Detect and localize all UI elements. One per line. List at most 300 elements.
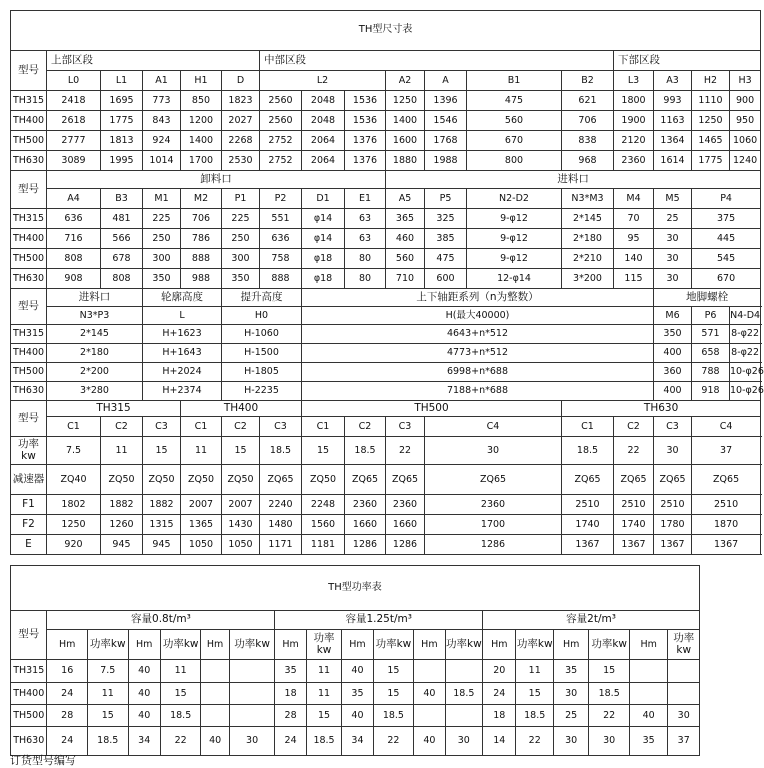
row-label-cell: E — [11, 535, 47, 555]
data-cell: 40 — [342, 705, 373, 727]
model-cell: TH630 — [11, 382, 47, 401]
table-row — [11, 131, 761, 151]
data-cell: φ14 — [302, 229, 345, 249]
column-header: L1 — [101, 71, 143, 91]
data-cell: 10-φ26 — [730, 363, 761, 382]
column-header: L0 — [47, 71, 101, 91]
group-row — [11, 611, 700, 630]
model-header: 型号 — [11, 51, 47, 91]
data-cell: 1365 — [181, 515, 222, 535]
data-cell: 2*145 — [562, 209, 614, 229]
group-header: 进料口 — [386, 171, 761, 189]
data-cell: 6998+n*688 — [302, 363, 654, 382]
data-cell: 678 — [101, 249, 143, 269]
data-cell: 1181 — [302, 535, 345, 555]
table-row — [11, 465, 761, 495]
group-header: 提升高度 — [222, 289, 302, 307]
data-cell: ZQ50 — [101, 465, 143, 495]
data-cell: 15 — [373, 660, 414, 683]
data-cell: 15 — [222, 437, 260, 465]
data-cell: 2752 — [260, 131, 302, 151]
column-header: C1 — [302, 417, 345, 437]
data-cell: 2240 — [260, 495, 302, 515]
data-cell: 670 — [467, 131, 562, 151]
data-cell: 1396 — [425, 91, 467, 111]
data-cell: 1171 — [260, 535, 302, 555]
data-cell: 18.5 — [562, 437, 614, 465]
data-cell: 636 — [47, 209, 101, 229]
data-cell: H+2024 — [143, 363, 222, 382]
model-header: 型号 — [11, 401, 47, 437]
column-header: M2 — [181, 189, 222, 209]
data-cell: 35 — [342, 683, 373, 705]
data-cell: 788 — [692, 363, 730, 382]
hm-header: Hm — [342, 630, 373, 660]
data-cell: 18.5 — [345, 437, 386, 465]
data-cell: 2027 — [222, 111, 260, 131]
data-cell: 560 — [467, 111, 562, 131]
group-header: 容量2t/m³ — [483, 611, 700, 630]
data-cell: 1367 — [614, 535, 654, 555]
data-cell: 2418 — [47, 91, 101, 111]
data-cell: 600 — [425, 269, 467, 289]
data-cell: ZQ65 — [345, 465, 386, 495]
model-header: 型号 — [11, 171, 47, 209]
group-row — [11, 171, 761, 189]
model-cell: TH400 — [11, 111, 47, 131]
data-cell: 30 — [425, 437, 562, 465]
table-row — [11, 325, 761, 344]
power-header: 功率kw — [87, 630, 128, 660]
data-cell: 551 — [260, 209, 302, 229]
data-cell: 30 — [589, 727, 630, 756]
data-cell: 1800 — [614, 91, 654, 111]
data-cell: 571 — [692, 325, 730, 344]
data-cell: 40 — [414, 727, 445, 756]
data-cell: 350 — [222, 269, 260, 289]
data-cell: 10-φ26 — [730, 382, 761, 401]
data-cell: 24 — [47, 727, 88, 756]
hm-header: Hm — [128, 630, 160, 660]
column-header: C3 — [386, 417, 425, 437]
group-header: 卸料口 — [47, 171, 386, 189]
data-cell: 1315 — [143, 515, 181, 535]
data-cell: 35 — [629, 727, 668, 756]
data-cell: 2560 — [260, 111, 302, 131]
data-cell: 24 — [483, 683, 516, 705]
group-header: 进料口 — [47, 289, 143, 307]
data-cell: 2048 — [302, 91, 345, 111]
data-cell: 1700 — [425, 515, 562, 535]
data-cell: ZQ40 — [47, 465, 101, 495]
data-cell: 1546 — [425, 111, 467, 131]
column-header: H(最大40000) — [302, 307, 654, 325]
data-cell: 24 — [47, 683, 88, 705]
data-cell: 900 — [730, 91, 761, 111]
data-cell: 18.5 — [589, 683, 630, 705]
data-cell: 1250 — [386, 91, 425, 111]
data-cell: 30 — [553, 727, 588, 756]
data-cell: H-1500 — [222, 344, 302, 363]
data-cell: 40 — [414, 683, 445, 705]
data-cell: 2007 — [222, 495, 260, 515]
data-cell: 445 — [692, 229, 761, 249]
data-cell: 25 — [553, 705, 588, 727]
data-cell: 1050 — [181, 535, 222, 555]
column-header: C1 — [562, 417, 614, 437]
data-cell: 1286 — [345, 535, 386, 555]
data-cell — [445, 705, 482, 727]
group-header: 容量1.25t/m³ — [275, 611, 483, 630]
table-row — [11, 683, 700, 705]
model-cell: TH400 — [11, 683, 47, 705]
column-header: A3 — [654, 71, 692, 91]
column-header: C2 — [222, 417, 260, 437]
data-cell: 3*200 — [562, 269, 614, 289]
data-cell: 15 — [306, 705, 341, 727]
data-cell — [229, 705, 275, 727]
column-header: H2 — [692, 71, 730, 91]
data-cell — [668, 683, 700, 705]
data-cell: 225 — [222, 209, 260, 229]
data-cell: 1995 — [101, 151, 143, 171]
power-header: 功率kw — [589, 630, 630, 660]
data-cell: 225 — [143, 209, 181, 229]
data-cell: 1536 — [345, 111, 386, 131]
data-cell — [445, 660, 482, 683]
data-cell: 888 — [260, 269, 302, 289]
data-cell: 11 — [306, 683, 341, 705]
data-cell: 1400 — [386, 111, 425, 131]
data-cell: 18 — [275, 683, 306, 705]
data-cell: 1250 — [47, 515, 101, 535]
data-cell: 40 — [128, 660, 160, 683]
data-cell: 30 — [229, 727, 275, 756]
data-cell: 786 — [181, 229, 222, 249]
data-cell: 8-φ22 — [730, 344, 761, 363]
data-cell: 1110 — [692, 91, 730, 111]
data-cell: 1260 — [101, 515, 143, 535]
data-cell: 30 — [445, 727, 482, 756]
data-cell: 1600 — [386, 131, 425, 151]
column-header: L — [143, 307, 222, 325]
data-cell: 758 — [260, 249, 302, 269]
data-cell: 481 — [101, 209, 143, 229]
table-row — [11, 705, 700, 727]
data-cell: 15 — [373, 683, 414, 705]
data-cell — [629, 683, 668, 705]
group-header: TH315 — [47, 401, 181, 417]
data-cell: 843 — [143, 111, 181, 131]
data-cell: 1740 — [614, 515, 654, 535]
column-header: C3 — [143, 417, 181, 437]
data-cell: 2007 — [181, 495, 222, 515]
data-cell: 2618 — [47, 111, 101, 131]
data-cell: 15 — [143, 437, 181, 465]
data-cell: 22 — [589, 705, 630, 727]
model-cell: TH400 — [11, 229, 47, 249]
model-cell: TH500 — [11, 249, 47, 269]
column-header: M6 — [654, 307, 692, 325]
data-cell: 7.5 — [87, 660, 128, 683]
data-cell: 22 — [373, 727, 414, 756]
data-cell: H+1643 — [143, 344, 222, 363]
data-cell: 15 — [160, 683, 201, 705]
data-cell: 1465 — [692, 131, 730, 151]
column-header: L3 — [614, 71, 654, 91]
dimension-table — [10, 10, 764, 555]
data-cell: 1050 — [222, 535, 260, 555]
data-cell: H-1805 — [222, 363, 302, 382]
power-header: 功率kw — [373, 630, 414, 660]
power-table-title: TH型功率表 — [11, 566, 700, 611]
data-cell: 1367 — [692, 535, 761, 555]
data-cell: ZQ50 — [143, 465, 181, 495]
data-cell: 30 — [553, 683, 588, 705]
column-header: E1 — [345, 189, 386, 209]
data-cell: 18.5 — [445, 683, 482, 705]
data-cell: 250 — [222, 229, 260, 249]
title-row — [11, 566, 700, 611]
data-cell: 2048 — [302, 111, 345, 131]
table-row — [11, 111, 761, 131]
power-header: 功率kw — [229, 630, 275, 660]
model-cell: TH500 — [11, 363, 47, 382]
data-cell: ZQ65 — [614, 465, 654, 495]
data-cell: 20 — [483, 660, 516, 683]
data-cell: 1364 — [654, 131, 692, 151]
data-cell — [229, 660, 275, 683]
data-cell: 706 — [181, 209, 222, 229]
data-cell: 988 — [181, 269, 222, 289]
data-cell: 2*180 — [562, 229, 614, 249]
data-cell: 1882 — [143, 495, 181, 515]
data-cell: 2*145 — [47, 325, 143, 344]
data-cell: 1286 — [386, 535, 425, 555]
data-cell: 1660 — [386, 515, 425, 535]
column-header: C4 — [425, 417, 562, 437]
data-cell: ZQ65 — [425, 465, 562, 495]
data-cell: 350 — [143, 269, 181, 289]
model-cell: TH315 — [11, 209, 47, 229]
data-cell: 9-φ12 — [467, 229, 562, 249]
data-cell: 545 — [692, 249, 761, 269]
column-header: C2 — [345, 417, 386, 437]
group-header: TH630 — [562, 401, 761, 417]
table-row — [11, 727, 700, 756]
data-cell: 1014 — [143, 151, 181, 171]
data-cell: 2268 — [222, 131, 260, 151]
column-header: P2 — [260, 189, 302, 209]
column-header: H1 — [181, 71, 222, 91]
data-cell: 1536 — [345, 91, 386, 111]
hm-header: Hm — [275, 630, 306, 660]
data-cell: 475 — [467, 91, 562, 111]
column-header: C2 — [101, 417, 143, 437]
data-cell: φ14 — [302, 209, 345, 229]
column-header: M5 — [654, 189, 692, 209]
column-header: M4 — [614, 189, 654, 209]
data-cell: 34 — [342, 727, 373, 756]
group-header: 上下轴距系列（n为整数） — [302, 289, 654, 307]
data-cell: 22 — [614, 437, 654, 465]
data-cell: 2064 — [302, 151, 345, 171]
data-cell: 1240 — [730, 151, 761, 171]
data-cell — [414, 660, 445, 683]
data-cell: 11 — [87, 683, 128, 705]
data-cell: 2360 — [345, 495, 386, 515]
data-cell: H+1623 — [143, 325, 222, 344]
data-cell: 1367 — [562, 535, 614, 555]
data-cell: 1286 — [425, 535, 562, 555]
data-cell: 560 — [386, 249, 425, 269]
data-cell: 15 — [589, 660, 630, 683]
data-cell: 63 — [345, 229, 386, 249]
data-cell: 1802 — [47, 495, 101, 515]
table-row — [11, 151, 761, 171]
table-row — [11, 495, 761, 515]
data-cell: 945 — [143, 535, 181, 555]
column-header: B3 — [101, 189, 143, 209]
table-row — [11, 437, 761, 465]
data-cell: 28 — [275, 705, 306, 727]
data-cell: 22 — [160, 727, 201, 756]
table-row — [11, 535, 761, 555]
data-cell: 40 — [629, 705, 668, 727]
data-cell: 24 — [275, 727, 306, 756]
group-header: 下部区段 — [614, 51, 761, 71]
group-header: 上部区段 — [47, 51, 260, 71]
data-cell: 18.5 — [373, 705, 414, 727]
data-cell — [201, 705, 229, 727]
model-cell: TH630 — [11, 151, 47, 171]
column-header: N3*M3 — [562, 189, 614, 209]
data-cell: 1480 — [260, 515, 302, 535]
data-cell: 80 — [345, 249, 386, 269]
model-cell: TH630 — [11, 269, 47, 289]
column-header-row — [11, 630, 700, 660]
hm-header: Hm — [629, 630, 668, 660]
hm-header: Hm — [47, 630, 88, 660]
column-header: A1 — [143, 71, 181, 91]
data-cell: ZQ65 — [386, 465, 425, 495]
data-cell: 7.5 — [47, 437, 101, 465]
data-cell: 11 — [181, 437, 222, 465]
data-cell: 1376 — [345, 151, 386, 171]
data-cell: 9-φ12 — [467, 209, 562, 229]
data-cell: 37 — [668, 727, 700, 756]
table-row — [11, 209, 761, 229]
data-cell: 1823 — [222, 91, 260, 111]
data-cell: 838 — [562, 131, 614, 151]
power-header: 功率kw — [306, 630, 341, 660]
data-cell: 2*200 — [47, 363, 143, 382]
data-cell: 7188+n*688 — [302, 382, 654, 401]
data-cell: 924 — [143, 131, 181, 151]
data-cell: 1376 — [345, 131, 386, 151]
model-cell: TH315 — [11, 325, 47, 344]
data-cell: 1768 — [425, 131, 467, 151]
data-cell: 2120 — [614, 131, 654, 151]
data-cell: ZQ50 — [302, 465, 345, 495]
data-cell: ZQ65 — [562, 465, 614, 495]
data-cell: 11 — [160, 660, 201, 683]
data-cell: H-1060 — [222, 325, 302, 344]
column-header-row — [11, 307, 761, 325]
data-cell: 28 — [47, 705, 88, 727]
column-header: H0 — [222, 307, 302, 325]
data-cell: 30 — [654, 269, 692, 289]
power-header: 功率kw — [516, 630, 553, 660]
model-header: 型号 — [11, 611, 47, 660]
power-header: 功率kw — [445, 630, 482, 660]
data-cell: 566 — [101, 229, 143, 249]
column-header: N4-D4 — [730, 307, 761, 325]
data-cell: 22 — [386, 437, 425, 465]
power-header: 功率kw — [668, 630, 700, 660]
column-header: B1 — [467, 71, 562, 91]
data-cell: 1695 — [101, 91, 143, 111]
column-header: C3 — [260, 417, 302, 437]
data-cell: 18.5 — [306, 727, 341, 756]
data-cell: 2560 — [260, 91, 302, 111]
data-cell: 360 — [654, 363, 692, 382]
data-cell: 475 — [425, 249, 467, 269]
title-row — [11, 11, 761, 51]
data-cell: 365 — [386, 209, 425, 229]
column-header: C2 — [614, 417, 654, 437]
data-cell: 16 — [47, 660, 88, 683]
data-cell: 385 — [425, 229, 467, 249]
data-cell — [201, 683, 229, 705]
model-cell: TH500 — [11, 131, 47, 151]
data-cell: 35 — [553, 660, 588, 683]
table-row — [11, 382, 761, 401]
data-cell: 2510 — [562, 495, 614, 515]
data-cell: 1163 — [654, 111, 692, 131]
data-cell: ZQ65 — [260, 465, 302, 495]
column-header-row — [11, 417, 761, 437]
data-cell: 1988 — [425, 151, 467, 171]
data-cell: 1813 — [101, 131, 143, 151]
group-header: TH400 — [181, 401, 302, 417]
group-header: TH500 — [302, 401, 562, 417]
data-cell: 2510 — [692, 495, 761, 515]
data-cell: 4773+n*512 — [302, 344, 654, 363]
data-cell: 15 — [302, 437, 345, 465]
row-label-cell: F2 — [11, 515, 47, 535]
group-header: 轮廓高度 — [143, 289, 222, 307]
column-header: P6 — [692, 307, 730, 325]
data-cell: 710 — [386, 269, 425, 289]
data-cell — [629, 660, 668, 683]
data-cell: 706 — [562, 111, 614, 131]
data-cell: ZQ50 — [222, 465, 260, 495]
model-cell: TH500 — [11, 705, 47, 727]
hm-header: Hm — [483, 630, 516, 660]
column-header: C3 — [654, 417, 692, 437]
data-cell: 2*180 — [47, 344, 143, 363]
data-cell: 18 — [483, 705, 516, 727]
data-cell — [229, 683, 275, 705]
hm-header: Hm — [201, 630, 229, 660]
column-header: A — [425, 71, 467, 91]
data-cell: 2752 — [260, 151, 302, 171]
model-cell: TH315 — [11, 660, 47, 683]
row-label-cell: 减速器 — [11, 465, 47, 495]
row-label-cell: F1 — [11, 495, 47, 515]
data-cell: 400 — [654, 344, 692, 363]
